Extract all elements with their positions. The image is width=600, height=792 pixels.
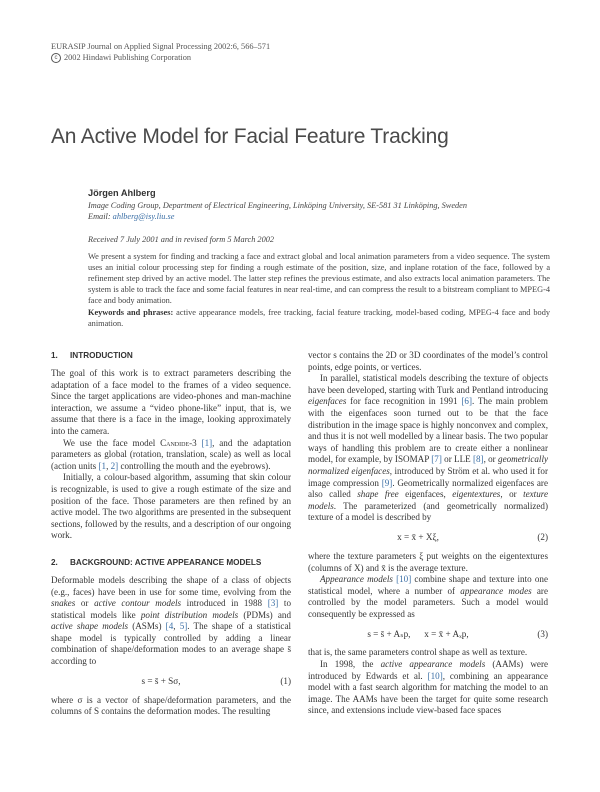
citation-link[interactable]: [1] bbox=[201, 437, 213, 448]
copyright-icon: c bbox=[51, 53, 61, 63]
right-paragraph-1: vector s contains the 2D or 3D coordinates of the model’s control points, edge points, or vertices. bbox=[308, 350, 548, 372]
citation-link[interactable]: [10] bbox=[427, 670, 443, 681]
citation-link[interactable]: [10] bbox=[396, 574, 412, 585]
abstract: We present a system for finding and tracking a face and extract global and local animation parameters from a video sequence. The system uses an initial colour processing step for finding a rough estimate of the position, size, and inplane rotation of the face, followed by a refinement step drived by an active model. The latter step refines the previous estimate, and also extracts local animation parameters. The system is able to track the face and some facial features in near real-time, and can compress the result to a bitstream compliant to MPEG-4 face and body animation. bbox=[88, 252, 550, 305]
citation-link[interactable]: [1 bbox=[98, 460, 107, 471]
citation-link[interactable]: [4 bbox=[165, 621, 174, 632]
intro-paragraph-3: Initially, a colour-based algorithm, assuming that skin colour is recognizable, is used to give a rough estimate of the size and position of the face. Those parameters are then refined by an active model. The two algorithms are presented in the subsequent sections, followed by the results, and a description of our ongoing work. bbox=[51, 472, 291, 541]
equation-expression: x = x̄ + Xξ, bbox=[397, 532, 439, 543]
journal-header bbox=[51, 41, 270, 63]
author-name: Jörgen Ahlberg bbox=[88, 188, 156, 198]
section-title: BACKGROUND: ACTIVE APPEARANCE MODELS bbox=[70, 557, 262, 567]
equation-3 bbox=[308, 627, 548, 641]
keywords bbox=[88, 307, 550, 329]
email-line bbox=[88, 211, 467, 222]
equation-2 bbox=[308, 531, 548, 545]
candide-model-name: Candide bbox=[160, 437, 190, 448]
keywords-label: Keywords and phrases: bbox=[88, 308, 174, 317]
email-link[interactable]: ahlberg@isy.liu.se bbox=[112, 212, 175, 221]
intro-paragraph-1: The goal of this work is to extract parameters describing the adaptation of a face model to the frames of a video sequence. Since the target applications are video-phones and man-machine interaction, we assume a “video phone-like” input, that is, we assume that there is a face in the image, looking approximately into the camera. bbox=[51, 368, 291, 436]
right-paragraph-2: In parallel, statistical models describing the texture of objects have been developed, starting with Turk and Pentland introducing eigenfaces for face recognition in 1991 [6]. The main problem with the eigenfaces soon turned out to be that the face distribution in the image space is highly nonconvex and complex, and thus it is not well modelled by a linear basis. The two popular ways of handling this problem are to create either a nonlinear model, for example, by ISOMAP [7] or LLE [8], or geometrically normalized eigenfaces, introduced by Ström et al. who used it for image compression [9]. Geometrically normalized eigenfaces are also called shape free eigenfaces, eigentextures, or texture models. The parameterized (and geometrically normalized) texture of a model is described by bbox=[308, 373, 549, 523]
section-number: 1. bbox=[51, 351, 58, 360]
citation-link[interactable]: [6] bbox=[461, 396, 472, 407]
affiliation: Image Coding Group, Department of Electrical Engineering, Linköping University, SE-581 31 Linköping, Sweden bbox=[88, 201, 467, 210]
equation-expression: s = s̄ + Aₛp, x = x̄ + Aₓp, bbox=[367, 628, 469, 639]
right-paragraph-6: In 1998, the active appearance models (AAMs) were introduced by Edwards et al. [10], combining an appearance model with a fast search algorithm for matching the model to an image. The AAMs have been the target for quite some research since, and extensions include view-based face spaces bbox=[308, 659, 549, 716]
section-number: 2. bbox=[51, 557, 58, 567]
citation-link[interactable]: [3] bbox=[267, 598, 279, 609]
background-paragraph-1: Deformable models describing the shape of a class of objects (e.g., faces) have been in use for some time, evolving from the snakes or active contour models introduced in 1988 [3] to statistical models like point distribution models (PDMs) and active shape models (ASMs) [4, 5]. The shape of a statistical shape model is typically controlled by adding a linear combination of shape/deformation modes to an average shape s̄ according to bbox=[51, 574, 292, 667]
journal-citation: EURASIP Journal on Applied Signal Processing 2002:6, 566–571 bbox=[51, 42, 271, 51]
section-title: INTRODUCTION bbox=[70, 351, 133, 360]
citation-link[interactable]: [7] bbox=[431, 454, 442, 465]
received-date: Received 7 July 2001 and in revised form 5 March 2002 bbox=[88, 235, 275, 244]
paper-title: An Active Model for Facial Feature Tracking bbox=[51, 125, 449, 148]
background-paragraph-2: where σ is a vector of shape/deformation parameters, and the columns of S contains the deformation modes. The resulting bbox=[51, 694, 291, 717]
equation-number: (3) bbox=[537, 628, 548, 639]
right-paragraph-4: Appearance models [10] combine shape and texture into one statistical model, where a number of appearance modes are controlled by the model parameters. Such a model would consequently be expressed as bbox=[308, 574, 548, 619]
citation-link[interactable]: 5] bbox=[179, 621, 188, 632]
intro-paragraph-2: We use the face model Candide-3 [1], and the adaptation parameters as global (rotation, translation, scale) as well as local (action units [1, 2] controlling the mouth and the eyebrows). bbox=[51, 437, 291, 471]
equation-1 bbox=[51, 675, 291, 689]
equation-expression: s = s̄ + Sσ, bbox=[141, 675, 181, 686]
affiliation-block bbox=[88, 200, 467, 222]
equation-number: (1) bbox=[280, 675, 291, 686]
citation-link[interactable]: 2] bbox=[110, 460, 119, 471]
copyright-line bbox=[51, 52, 270, 63]
citation-link[interactable]: [9] bbox=[381, 477, 393, 488]
right-column bbox=[308, 350, 548, 717]
copyright-text: 2002 Hindawi Publishing Corporation bbox=[64, 53, 191, 62]
right-paragraph-3: where the texture parameters ξ put weights on the eigentextures (columns of X) and x̄ is the average texture. bbox=[308, 550, 548, 573]
section-heading-background bbox=[51, 557, 291, 569]
citation-link[interactable]: [8] bbox=[472, 454, 484, 465]
email-label: Email: bbox=[88, 212, 111, 221]
equation-number: (2) bbox=[537, 532, 548, 543]
keywords-text: active appearance models, free tracking, facial feature tracking, model-based coding, MPEG-4 face and body animation. bbox=[88, 308, 550, 328]
right-paragraph-5: that is, the same parameters control shape as well as texture. bbox=[308, 647, 528, 658]
left-column bbox=[51, 350, 291, 718]
section-heading-introduction bbox=[51, 350, 291, 362]
